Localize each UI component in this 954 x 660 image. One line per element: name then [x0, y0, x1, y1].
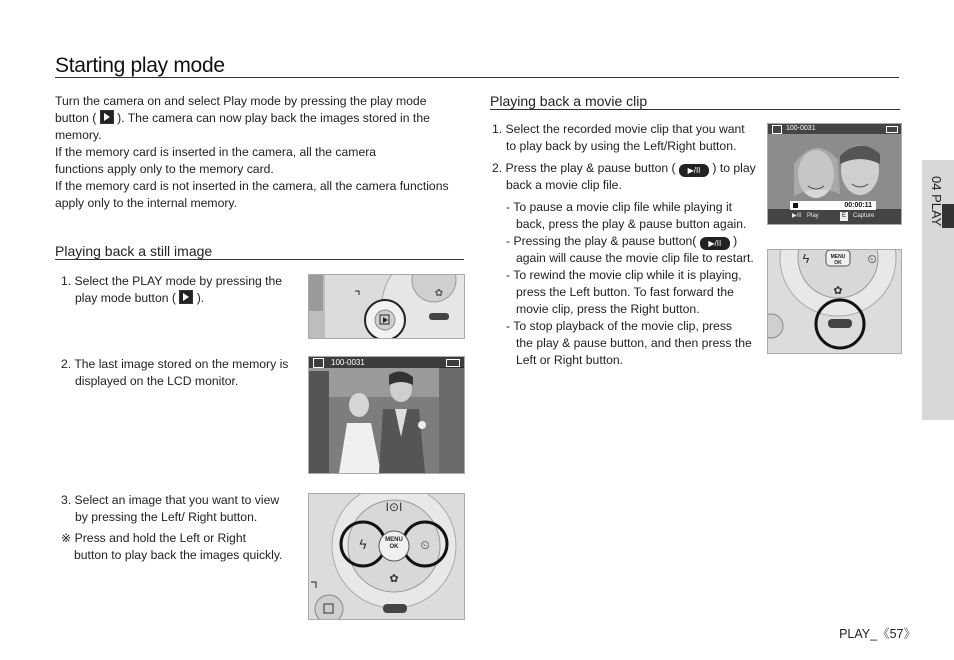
play-pause-icon: ▶/II [700, 237, 730, 250]
camera-left-right-image [308, 493, 465, 620]
step-text: 2. The last image stored on the memory is [61, 357, 289, 371]
svg-text:✿: ✿ [434, 288, 444, 299]
step-text: 1. Select the recorded movie clip that you want [492, 122, 745, 136]
lcd-capture-label: Capture [853, 213, 875, 219]
svg-text:I⊙I: I⊙I [385, 500, 403, 514]
page-number: PLAY_《57》 [839, 627, 916, 641]
bullet-text: again will cause the movie clip file to restart. [516, 251, 754, 265]
battery-icon [886, 126, 898, 133]
intro-line: memory. [55, 128, 102, 142]
lcd-status-bar [309, 357, 464, 368]
play-mode-icon [179, 290, 193, 304]
intro-text: ). The camera can now play back the images stored in the [117, 111, 430, 125]
intro-line: Turn the camera on and select Play mode by pressing the play mode [55, 94, 427, 108]
bullet-text: - To rewind the movie clip while it is playing, [506, 268, 742, 282]
lcd-file-number: 100-0031 [786, 125, 816, 132]
svg-text:✿: ✿ [833, 285, 843, 297]
ok-label: OK [389, 544, 399, 550]
ok-label: OK [834, 260, 842, 266]
lcd-still-image [308, 356, 465, 474]
still-note [61, 530, 301, 564]
chapter-tab-label: 04 PLAY [929, 176, 944, 227]
lcd-progress-bar [790, 201, 876, 210]
movie-steps [492, 121, 762, 369]
camera-dial-svg [309, 494, 464, 619]
step-text: 1. Select the PLAY mode by pressing the [61, 274, 283, 288]
lcd-controls [790, 212, 882, 221]
bullet-text-line [492, 233, 762, 250]
intro-line [55, 110, 475, 127]
svg-text:✿: ✿ [389, 573, 399, 585]
still-step-2 [61, 356, 301, 390]
still-step-3 [61, 492, 301, 526]
page-title: Starting play mode [55, 54, 225, 77]
still-heading-divider [55, 259, 464, 260]
play-mode-icon [772, 125, 782, 134]
lcd-movie-image [767, 123, 902, 225]
note-text: button to play back the images quickly. [74, 548, 283, 562]
svg-text:⏲: ⏲ [420, 538, 430, 552]
still-heading: Playing back a still image [55, 243, 213, 259]
step-text: ) to play [712, 161, 756, 175]
lcd-e-key: E [842, 213, 847, 219]
bullet-text: - To stop playback of the movie clip, press [506, 319, 733, 333]
camera-play-pause-image [767, 249, 902, 354]
svg-text:ϟ: ϟ [802, 251, 810, 266]
bullet-text: back, press the play & pause button again. [516, 217, 747, 231]
step-text: displayed on the LCD monitor. [75, 374, 239, 388]
play-pause-icon: ▶/II [679, 164, 709, 177]
lcd-file-number: 100-0031 [331, 358, 365, 367]
svg-text:⏲: ⏲ [867, 252, 877, 266]
play-mode-icon [313, 358, 324, 368]
step-text-line [61, 290, 301, 307]
step-text-line [492, 160, 762, 177]
step-text: 3. Select an image that you want to view [61, 493, 280, 507]
bullet-text: the play & pause button, and then press the [516, 336, 752, 350]
bullet-text: ) [733, 234, 738, 248]
movie-heading: Playing back a movie clip [490, 93, 648, 109]
bullet-text: Left or Right button. [516, 353, 624, 367]
lcd-status-bar [768, 124, 901, 134]
play-mode-icon [100, 110, 114, 124]
battery-icon [446, 359, 460, 367]
camera-play-button-image [308, 274, 465, 339]
intro-paragraph [55, 93, 475, 212]
intro-line: If the memory card is inserted in the camera, all the camera [55, 145, 377, 159]
lcd-time: 00:00:11 [844, 202, 872, 209]
intro-line: apply only to the internal memory. [55, 196, 237, 210]
bullet-text: - To pause a movie clip file while playing it [506, 200, 733, 214]
menu-ok-button-label [828, 254, 848, 266]
play-pause-icon: ▶/II [792, 213, 802, 219]
still-step-1 [61, 273, 301, 307]
note-text: ※ Press and hold the Left or Right [61, 531, 247, 545]
svg-text:ϟ: ϟ [359, 536, 367, 552]
stop-icon [793, 203, 798, 208]
camera-play-button-svg [309, 275, 464, 338]
menu-label: MENU [385, 537, 403, 543]
step-text: to play back by using the Left/Right button. [506, 139, 737, 153]
lcd-play-label: Play [807, 213, 819, 219]
step-text: play mode button ( [75, 291, 176, 305]
menu-label: MENU [830, 254, 846, 260]
intro-line: If the memory card is not inserted in the camera, all the camera functions [55, 179, 449, 193]
step-text: ). [196, 291, 205, 305]
bullet-text: movie clip, press the Right button. [516, 302, 700, 316]
intro-text: button ( [55, 111, 97, 125]
step-text: back a movie clip file. [506, 178, 622, 192]
intro-line: functions apply only to the memory card. [55, 162, 274, 176]
menu-ok-button-label [384, 537, 404, 551]
title-divider [55, 77, 899, 78]
step-text: by pressing the Left/ Right button. [75, 510, 258, 524]
movie-heading-divider [490, 109, 900, 110]
wedding-photo-svg [309, 357, 464, 473]
bullet-text: - Pressing the play & pause button( [506, 234, 697, 248]
bullet-text: press the Left button. To fast forward the [516, 285, 734, 299]
step-text: 2. Press the play & pause button ( [492, 161, 676, 175]
